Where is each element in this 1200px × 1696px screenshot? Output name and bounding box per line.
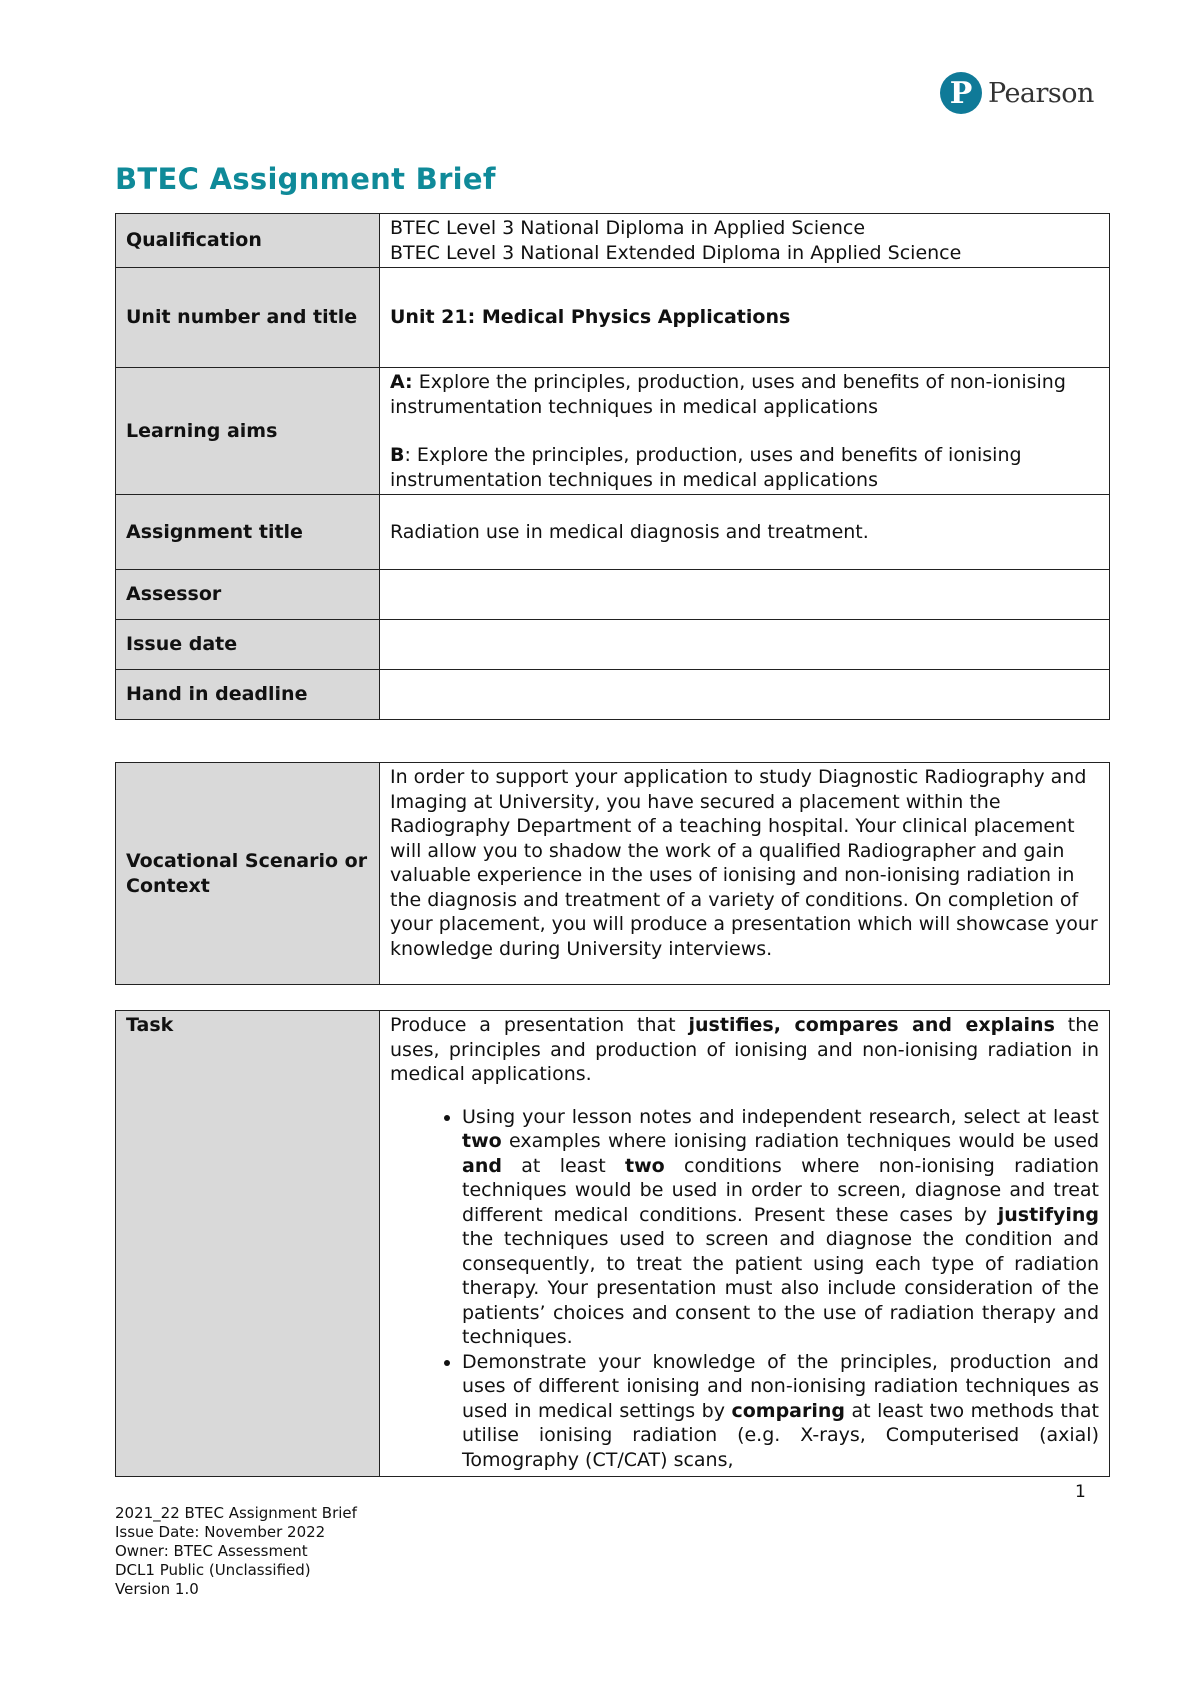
qualification-line: BTEC Level 3 National Extended Diploma in Applied Science: [390, 241, 962, 264]
footer: [115, 1504, 357, 1599]
text-bold: and: [462, 1154, 502, 1177]
row-issue-date: [116, 620, 1110, 670]
row-qualification: [116, 214, 1110, 268]
value: Radiation use in medical diagnosis and treatment.: [380, 495, 1110, 570]
value: Unit 21: Medical Physics Applications: [380, 268, 1110, 368]
aim-text: Explore the principles, production, uses and benefits of non-ionising instrumentation techniques in medical applications: [390, 371, 1066, 418]
value[interactable]: [380, 570, 1110, 620]
value[interactable]: [380, 620, 1110, 670]
aim-a: [390, 370, 1099, 419]
row-learning-aims: [116, 368, 1110, 495]
info-table: [115, 213, 1110, 720]
footer-line: Version 1.0: [115, 1580, 199, 1598]
label: Assessor: [116, 570, 380, 620]
value: [380, 214, 1110, 268]
row-scenario: [116, 763, 1110, 985]
row-deadline: [116, 670, 1110, 720]
bullet-item: [462, 1350, 1099, 1473]
footer-line: Owner: BTEC Assessment: [115, 1542, 308, 1560]
value: [380, 368, 1110, 495]
text: the uses, principles and production of ionising and non-ionising radiation in medical applications.: [390, 1014, 1099, 1085]
task-table: [115, 1010, 1110, 1477]
pearson-logo-text: Pearson: [988, 77, 1094, 109]
text: examples where ionising radiation techniques would be used: [501, 1130, 1099, 1152]
value: In order to support your application to study Diagnostic Radiography and Imaging at University, you have secured a placement within the Radiography Department of a teaching hospital. Your clinical placement will allow you to shadow the work of a qualified Radiographer and gain valuable experience in the uses of ionising and non-ionising radiation in the diagnosis and treatment of a variety of conditions. On completion of your placement, you will produce a presentation which will showcase your knowledge during University interviews.: [380, 763, 1110, 985]
footer-line: Issue Date: November 2022: [115, 1523, 326, 1541]
label: Issue date: [116, 620, 380, 670]
row-unit: [116, 268, 1110, 368]
page-number: 1: [1075, 1482, 1086, 1502]
row-assessor: [116, 570, 1110, 620]
text: Using your lesson notes and independent research, select at least: [462, 1105, 1099, 1128]
pearson-logo-icon: P: [940, 72, 982, 114]
label: Qualification: [116, 214, 380, 268]
text: the techniques used to screen and diagnose the condition and consequently, to treat the patient using each type of radiation therapy. Your presentation must also include consideration of the patients’ choices and consent to the use of radiation therapy and techniques.: [462, 1228, 1099, 1348]
text-bold: two: [624, 1154, 665, 1177]
text-bold: justifying: [997, 1203, 1099, 1226]
text: Demonstrate your knowledge of the principles, production and uses of different ionising and non-ionising radiation techniques as used in medical settings by: [462, 1350, 1099, 1422]
label: Unit number and title: [116, 268, 380, 368]
aim-key: A:: [390, 371, 413, 393]
pearson-logo: [940, 72, 1094, 114]
aim-text: : Explore the principles, production, uses and benefits of ionising instrumentation techniques in medical applications: [390, 444, 1022, 491]
label: Assignment title: [116, 495, 380, 570]
text-bold: two: [462, 1130, 502, 1152]
task-intro: [390, 1013, 1099, 1087]
text: conditions where non-ionising radiation techniques would be used in order to screen, diagnose and treat different medical conditions. Present these cases by: [462, 1154, 1099, 1226]
label: Task: [116, 1011, 380, 1477]
label: Learning aims: [116, 368, 380, 495]
label: Hand in deadline: [116, 670, 380, 720]
row-assignment-title: [116, 495, 1110, 570]
label: Vocational Scenario or Context: [116, 763, 380, 985]
bullet-item: [462, 1105, 1099, 1350]
text: Produce a presentation that: [390, 1014, 689, 1036]
footer-line: DCL1 Public (Unclassified): [115, 1561, 311, 1579]
task-content: [390, 1013, 1099, 1473]
text-bold: justifies, compares and explains: [688, 1014, 1055, 1036]
footer-line: 2021_22 BTEC Assignment Brief: [115, 1504, 357, 1522]
scenario-table: [115, 762, 1110, 985]
text: at least: [501, 1154, 625, 1177]
page-title: BTEC Assignment Brief: [115, 162, 496, 196]
aim-key: B: [390, 444, 405, 466]
text-bold: comparing: [731, 1399, 845, 1422]
value: [380, 1011, 1110, 1477]
task-bullets: [390, 1105, 1099, 1473]
aim-b: [390, 443, 1099, 492]
text: at least two methods that utilise ionising radiation (e.g. X-rays, Computerised (axial) Tomography (CT/CAT) scans,: [462, 1399, 1099, 1471]
row-task: [116, 1011, 1110, 1477]
value[interactable]: [380, 670, 1110, 720]
qualification-line: BTEC Level 3 National Diploma in Applied Science: [390, 217, 866, 239]
